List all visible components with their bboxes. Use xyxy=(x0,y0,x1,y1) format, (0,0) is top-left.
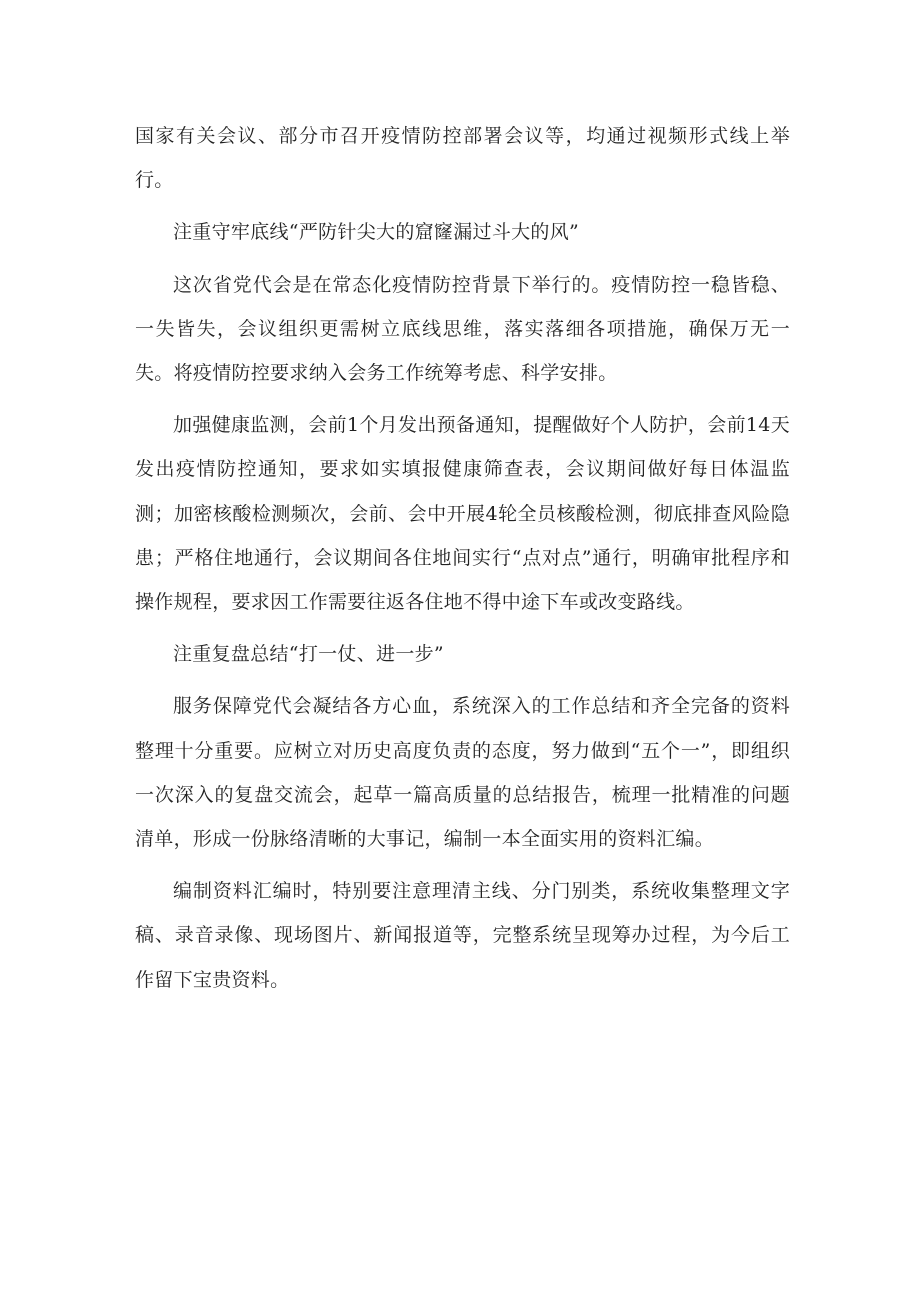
section-heading-bottom-line: 注重守牢底线“严防针尖大的窟窿漏过斗大的风” xyxy=(173,221,580,244)
paragraph-compilation: 编制资料汇编时，特别要注意理清主线、分门别类，系统收集整理文字稿、录音录像、现场图片、新闻报道等，完整系统呈现筹办过程，为今后工作留下宝贵资料。 xyxy=(135,880,790,991)
document-body xyxy=(135,114,790,1002)
paragraph-epidemic-background: 这次省党代会是在常态化疫情防控背景下举行的。疫情防控一稳皆稳、一失皆失，会议组织更需树立底线思维，落实落细各项措施，确保万无一失。将疫情防控要求纳入会务工作统筹考虑、科学安排。 xyxy=(135,273,790,385)
paragraph-continuation: 国家有关会议、部分市召开疫情防控部署会议等，均通过视频形式线上举行。 xyxy=(135,125,790,192)
section-heading-review-summary: 注重复盘总结“打一仗、进一步” xyxy=(173,643,444,666)
paragraph-health-monitoring: 加强健康监测，会前1个月发出预备通知，提醒做好个人防护，会前14天发出疫情防控通知，要求如实填报健康筛查表，会议期间做好每日体温监测；加密核酸检测频次，会前、会中开展4轮全员核酸检测，彻底排查风险隐患；严格住地通行，会议期间各住地间实行“点对点”通行，明确审批程序和操作规程，要求因工作需要往返各住地不得中途下车或改变路线。 xyxy=(135,414,790,614)
paragraph-five-ones: 服务保障党代会凝结各方心血，系统深入的工作总结和齐全完备的资料整理十分重要。应树立对历史高度负责的态度，努力做到“五个一”，即组织一次深入的复盘交流会，起草一篇高质量的总结报告，梳理一批精准的问题清单，形成一份脉络清晰的大事记，编制一本全面实用的资料汇编。 xyxy=(135,695,790,851)
